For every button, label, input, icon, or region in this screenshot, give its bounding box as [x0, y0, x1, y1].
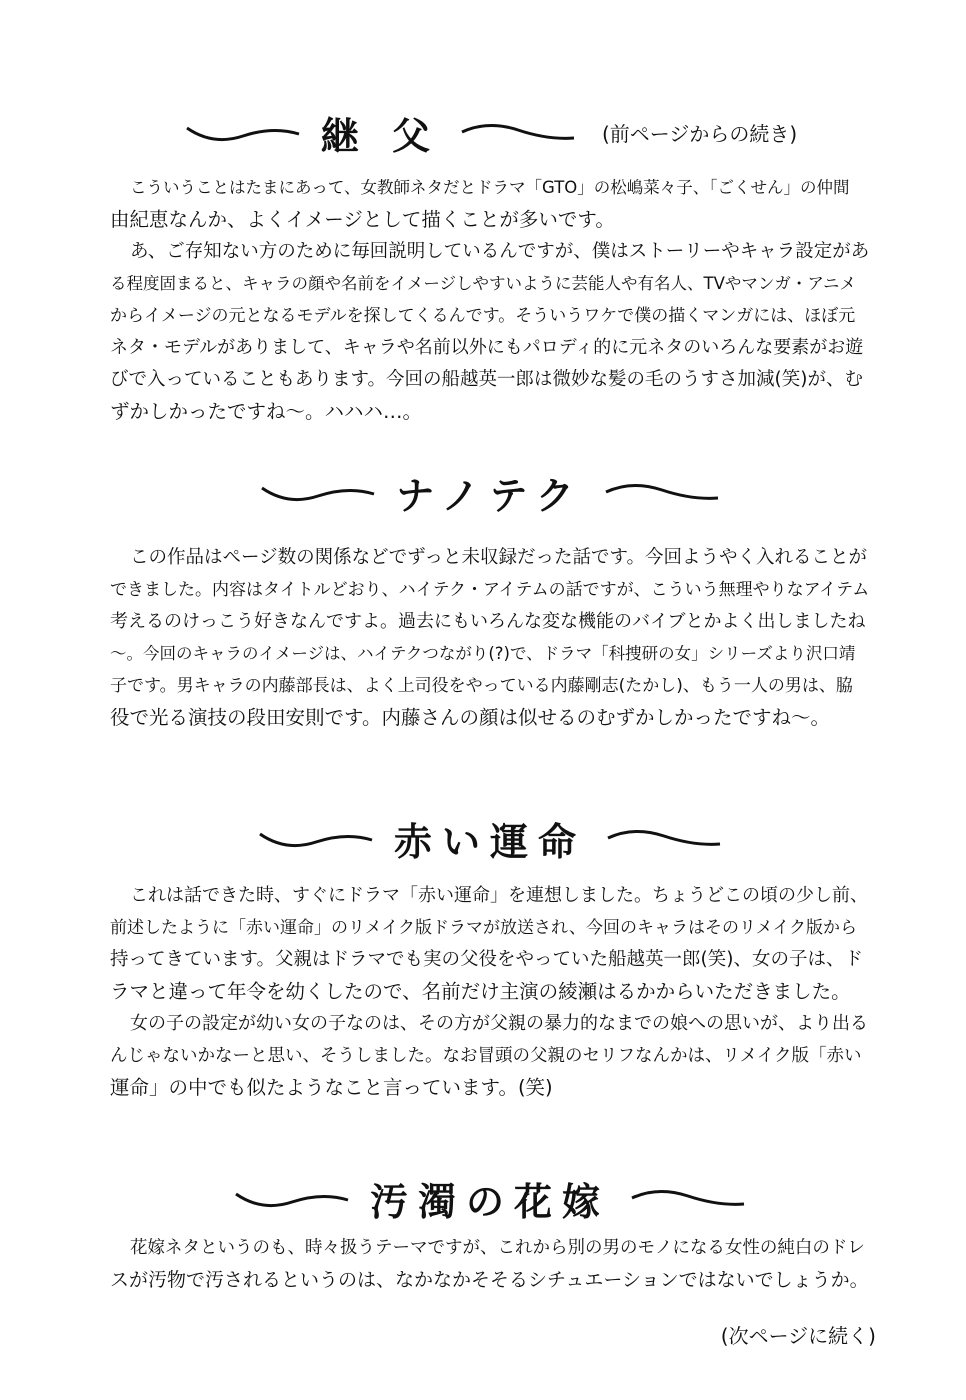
body-line: 前述したように「赤い運命」のリメイク版ドラマが放送され、今回のキャラはそのリメイク版から [110, 918, 857, 938]
body-line: あ、ご存知ない方のために毎回説明しているんですが、僕はストーリーやキャラ設定があ [130, 241, 870, 262]
section-title: 汚濁の花嫁 [369, 1179, 610, 1224]
body-line: この作品はページ数の関係などでずっと未収録だった話です。今回ようやく入れることが [130, 547, 868, 568]
squiggle-left-icon [256, 826, 376, 850]
section-heading [110, 1168, 870, 1228]
body-line: ずかしかったですね〜。ハハハ…。 [110, 400, 423, 423]
section-heading [110, 462, 870, 522]
body-line: 由紀恵なんか、よくイメージとして描くことが多いです。 [110, 208, 615, 231]
body-line: こういうことはたまにあって、女教師ネタだとドラマ「GTO」の松嶋菜々子、「ごくせん」の仲間 [130, 178, 850, 197]
squiggle-left-icon [258, 480, 378, 504]
body-line: 考えるのけっこう好きなんですよ。過去にもいろんな変な機能のバイブとかよく出しましたね [110, 611, 866, 632]
body-line: からイメージの元となるモデルを探してくるんです。そういうワケで僕の描くマンガには、ほぼ元 [110, 306, 856, 326]
squiggle-left-icon [232, 1186, 352, 1210]
body-line: これは話できた時、すぐにドラマ「赤い運命」を連想しました。ちょうどこの頃の少し前、 [130, 885, 868, 906]
body-line: ラマと違って年令を幼くしたので、名前だけ主演の綾瀬はるかからいただきました。 [110, 980, 851, 1003]
body-line: 子です。男キャラの内藤部長は、よく上司役をやっている内藤剛志(たかし)、もう一人の男は、脇 [110, 676, 853, 696]
section-title: 赤い運命 [393, 819, 586, 864]
squiggle-right-icon [602, 480, 722, 504]
section-body [110, 172, 870, 428]
continued-note: (次ページに続く) [720, 1324, 876, 1348]
body-line: んじゃないかなーと思い、そうしました。なお冒頭の父親のセリフなんかは、リメイク版「赤い [110, 1046, 862, 1066]
body-line: 運命」の中でも似たようなこと言っています。(笑) [110, 1076, 553, 1099]
section-heading [110, 102, 870, 162]
section-body [110, 1232, 870, 1296]
body-line: 花嫁ネタというのも、時々扱うテーマですが、これから別の男のモノになる女性の純白のドレ [130, 1238, 865, 1258]
section-heading [110, 808, 870, 868]
body-line: スが汚物で汚されるというのは、なかなかそそるシチュエーションではないでしょうか。 [110, 1269, 869, 1291]
body-line: 〜。今回のキャラのイメージは、ハイテクつながり(?)で、ドラマ「科捜研の女」シリーズより沢口靖 [110, 644, 856, 663]
section-title: ナノテク [396, 473, 584, 518]
body-line: 持ってきています。父親はドラマでも実の父役をやっていた船越英一郎(笑)、女の子は、ド [110, 949, 863, 970]
section-odaku-no-hanayome [110, 1168, 876, 1348]
squiggle-right-icon [628, 1186, 748, 1210]
section-note: (前ページからの続き) [602, 121, 798, 146]
section-title: 継 父 [320, 113, 440, 158]
section-body [110, 880, 870, 1104]
body-line: 役で光る演技の段田安則です。内藤さんの顔は似せるのむずかしかったですね〜。 [110, 706, 830, 729]
body-line: びで入っていることもあります。今回の船越英一郎は微妙な髪の毛のうすさ加減(笑)が、む [110, 369, 863, 390]
section-akai-unmei [110, 808, 870, 1104]
squiggle-right-icon [458, 120, 578, 144]
section-keifu [110, 102, 870, 428]
squiggle-right-icon [604, 826, 724, 850]
section-body [110, 542, 870, 734]
body-line: ネタ・モデルがありまして、キャラや名前以外にもパロディ的に元ネタのいろんな要素がお遊 [110, 337, 864, 358]
body-line: 女の子の設定が幼い女の子なのは、その方が父親の暴力的なまでの娘への思いが、より出る [130, 1013, 868, 1034]
body-line: る程度固まると、キャラの顔や名前をイメージしやすいように芸能人や有名人、TVやマンガ・アニメ [110, 274, 857, 293]
squiggle-left-icon [183, 120, 303, 144]
body-line: できました。内容はタイトルどおり、ハイテク・アイテムの話ですが、こういう無理やりなアイテム [110, 580, 870, 600]
section-nanotech [110, 462, 870, 734]
